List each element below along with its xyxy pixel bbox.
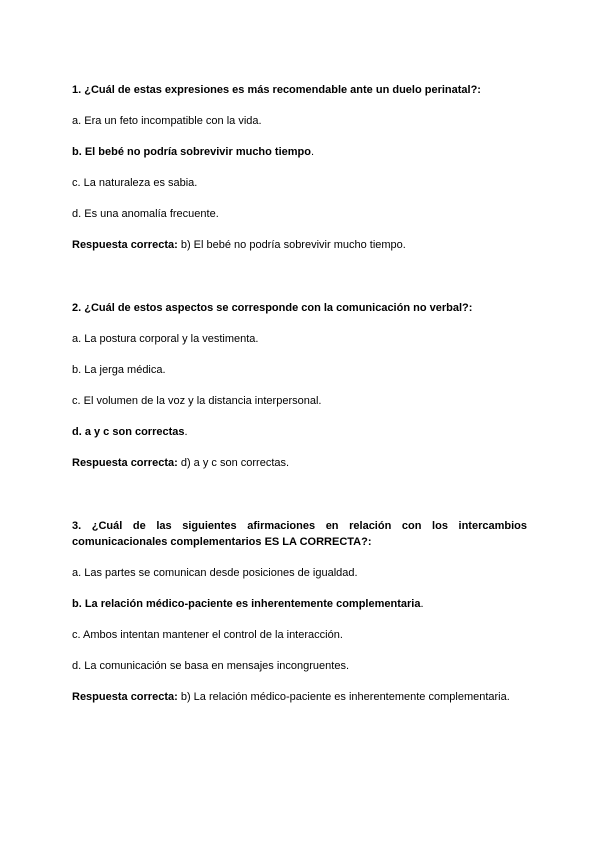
correct-answer: Respuesta correcta: d) a y c son correctas. [72, 457, 290, 469]
question-title: 3. ¿Cuál de las siguientes afirmaciones en relación con los intercambios comunicacionales complementarios ES LA CORRECTA?: [72, 520, 527, 548]
option-d: d. a y c son correctas. [72, 426, 188, 438]
option-b: b. La jerga médica. [72, 364, 166, 376]
option-b: b. El bebé no podría sobrevivir mucho tiempo. [72, 146, 315, 158]
option-a: a. Era un feto incompatible con la vida. [72, 115, 262, 127]
question-3 [72, 518, 527, 705]
option-a: a. Las partes se comunican desde posiciones de igualdad. [72, 567, 358, 579]
correct-answer: Respuesta correcta: b) La relación médico-paciente es inherentemente complementaria. [72, 691, 510, 703]
document-page [72, 82, 527, 705]
question-title: 2. ¿Cuál de estos aspectos se corresponde con la comunicación no verbal?: [72, 302, 473, 314]
question-title: 1. ¿Cuál de estas expresiones es más recomendable ante un duelo perinatal?: [72, 84, 481, 96]
question-1 [72, 82, 527, 253]
correct-answer: Respuesta correcta: b) El bebé no podría sobrevivir mucho tiempo. [72, 239, 406, 251]
option-d: d. La comunicación se basa en mensajes incongruentes. [72, 660, 350, 672]
option-b: b. La relación médico-paciente es inherentemente complementaria. [72, 598, 424, 610]
option-d: d. Es una anomalía frecuente. [72, 208, 219, 220]
question-2 [72, 300, 527, 471]
option-c: c. Ambos intentan mantener el control de la interacción. [72, 629, 343, 641]
option-c: c. La naturaleza es sabia. [72, 177, 198, 189]
option-a: a. La postura corporal y la vestimenta. [72, 333, 259, 345]
option-c: c. El volumen de la voz y la distancia interpersonal. [72, 395, 322, 407]
